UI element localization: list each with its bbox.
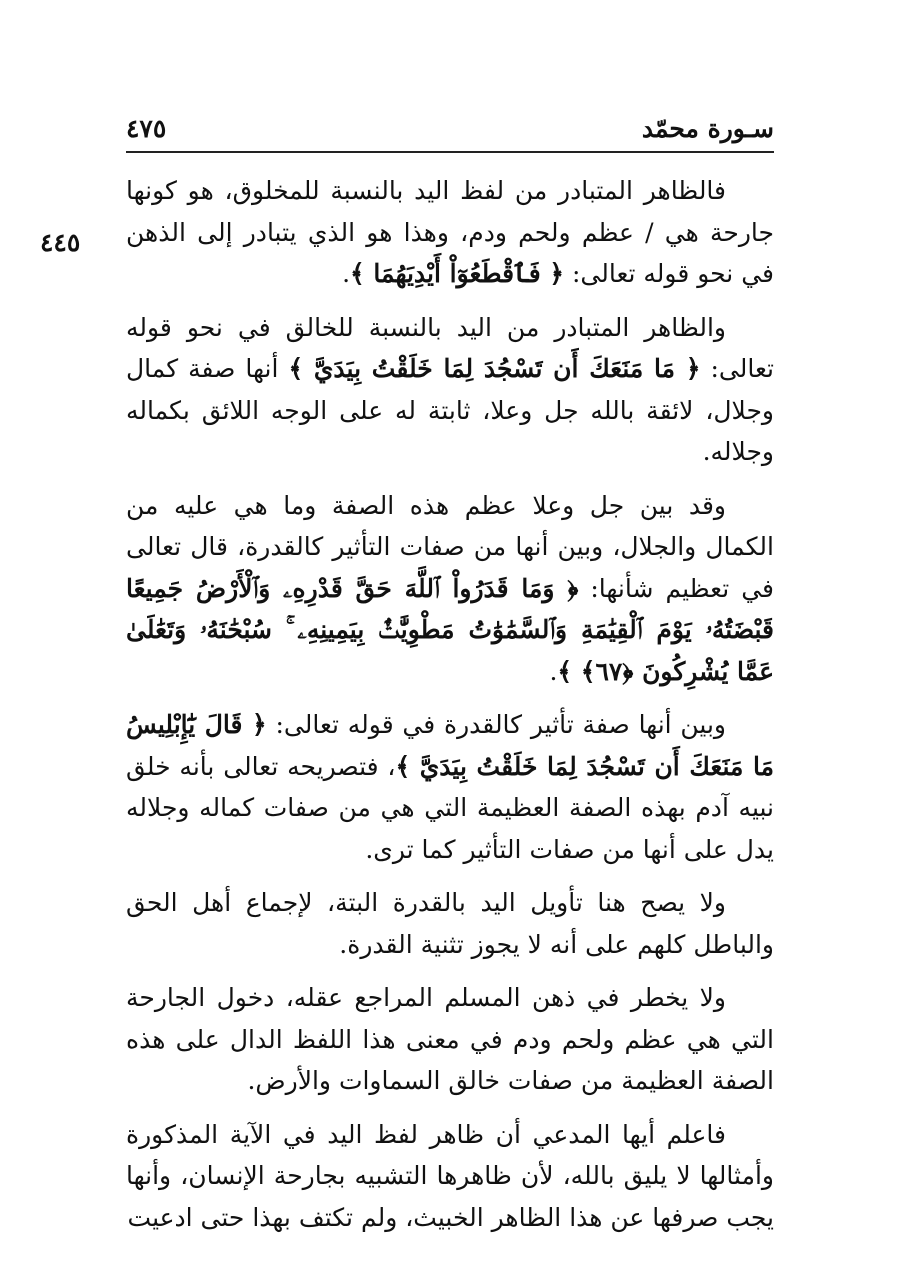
surah-title: سـورة محمّد [641,114,774,143]
paragraph-text: ولا يخطر في ذهن المسلم المراجع عقله، دخول الجارحة التي هي عظم ولحم ودم في معنى هذا اللفظ الدال على هذه الصفة العظيمة من صفات خالق السماوات والأرض. [126,983,774,1095]
paragraph [126,485,774,693]
quran-verse: ﴿ وَمَا قَدَرُواْ ٱللَّهَ حَقَّ قَدْرِهِۦ وَٱلْأَرْضُ جَمِيعًا قَبْضَتُهُۥ يَوْمَ ٱلْقِيَٰمَةِ وَٱلسَّمَٰوَٰتُ مَطْوِيَّٰتٌۢ بِيَمِينِهِۦ ۚ سُبْحَٰنَهُۥ وَتَعَٰلَىٰ عَمَّا يُشْرِكُونَ ﴿٦٧﴾ ﴾ [126,573,774,686]
quran-verse: ﴿ مَا مَنَعَكَ أَن تَسْجُدَ لِمَا خَلَقْتُ بِيَدَيَّ ﴾ [288,354,701,383]
quran-verse: ﴿ قَالَ يَٰٓإِبْلِيسُ مَا مَنَعَكَ أَن تَسْجُدَ لِمَا خَلَقْتُ بِيَدَيَّ ﴾ [126,710,775,781]
paragraph-text: فالظاهر المتبادر من لفظ اليد بالنسبة للمخلوق، هو كونها جارحة هي / عظم ولحم ودم، وهذا هو الذي يتبادر إلى الذهن في نحو قوله تعالى: [126,176,774,288]
paragraph-text: والظاهر المتبادر من اليد بالنسبة للخالق في نحو قوله تعالى: [126,312,774,383]
paragraph [126,977,774,1102]
paragraph-text: . [549,656,558,686]
paragraph [126,307,774,473]
page-number: ٤٧٥ [126,114,167,143]
paragraph-text: فاعلم أيها المدعي أن ظاهر لفظ اليد في الآية المذكورة وأمثالها لا يليق بالله، لأن ظاهرها التشبيه بجارحة الإنسان، وأنها يجب صرفها عن هذا الظاهر الخبيث، ولم تكتف بهذا حتى ادعيت [126,1119,774,1232]
body-text [126,170,774,1250]
paragraph-text: أنها صفة كمال وجلال، لائقة بالله جل وعلا، ثابتة له على الوجه اللائق بكماله وجلاله. [126,354,774,466]
paragraph [126,704,774,870]
paragraph [126,1114,774,1239]
quran-verse: ﴿ فَٱقْطَعُوٓاْ أَيْدِيَهُمَا ﴾ [350,259,564,288]
paragraph-text: وبين أنها صفة تأثير كالقدرة في قوله تعالى: [266,710,726,739]
paragraph [126,170,774,295]
page-header [126,110,774,150]
paragraph-text: وقد بين جل وعلا عظم هذه الصفة وما هي عليه من الكمال والجلال، وبين أنها من صفات التأثير كالقدرة، قال تعالى في تعظيم شأنها: [126,490,774,603]
margin-page-reference: ٤٤٥ [40,228,81,257]
paragraph-text: . [342,259,351,288]
paragraph-text: ولا يصح هنا تأويل اليد بالقدرة البتة، لإجماع أهل الحق والباطل كلهم على أنه لا يجوز تثنية القدرة. [126,888,774,959]
paragraph [126,882,774,965]
paragraph-text: ، فتصريحه تعالى بأنه خلق نبيه آدم بهذه الصفة العظيمة التي هي من صفات كماله وجلاله يدل على أنها من صفات التأثير كما ترى. [126,751,774,864]
header-rule [126,151,774,153]
